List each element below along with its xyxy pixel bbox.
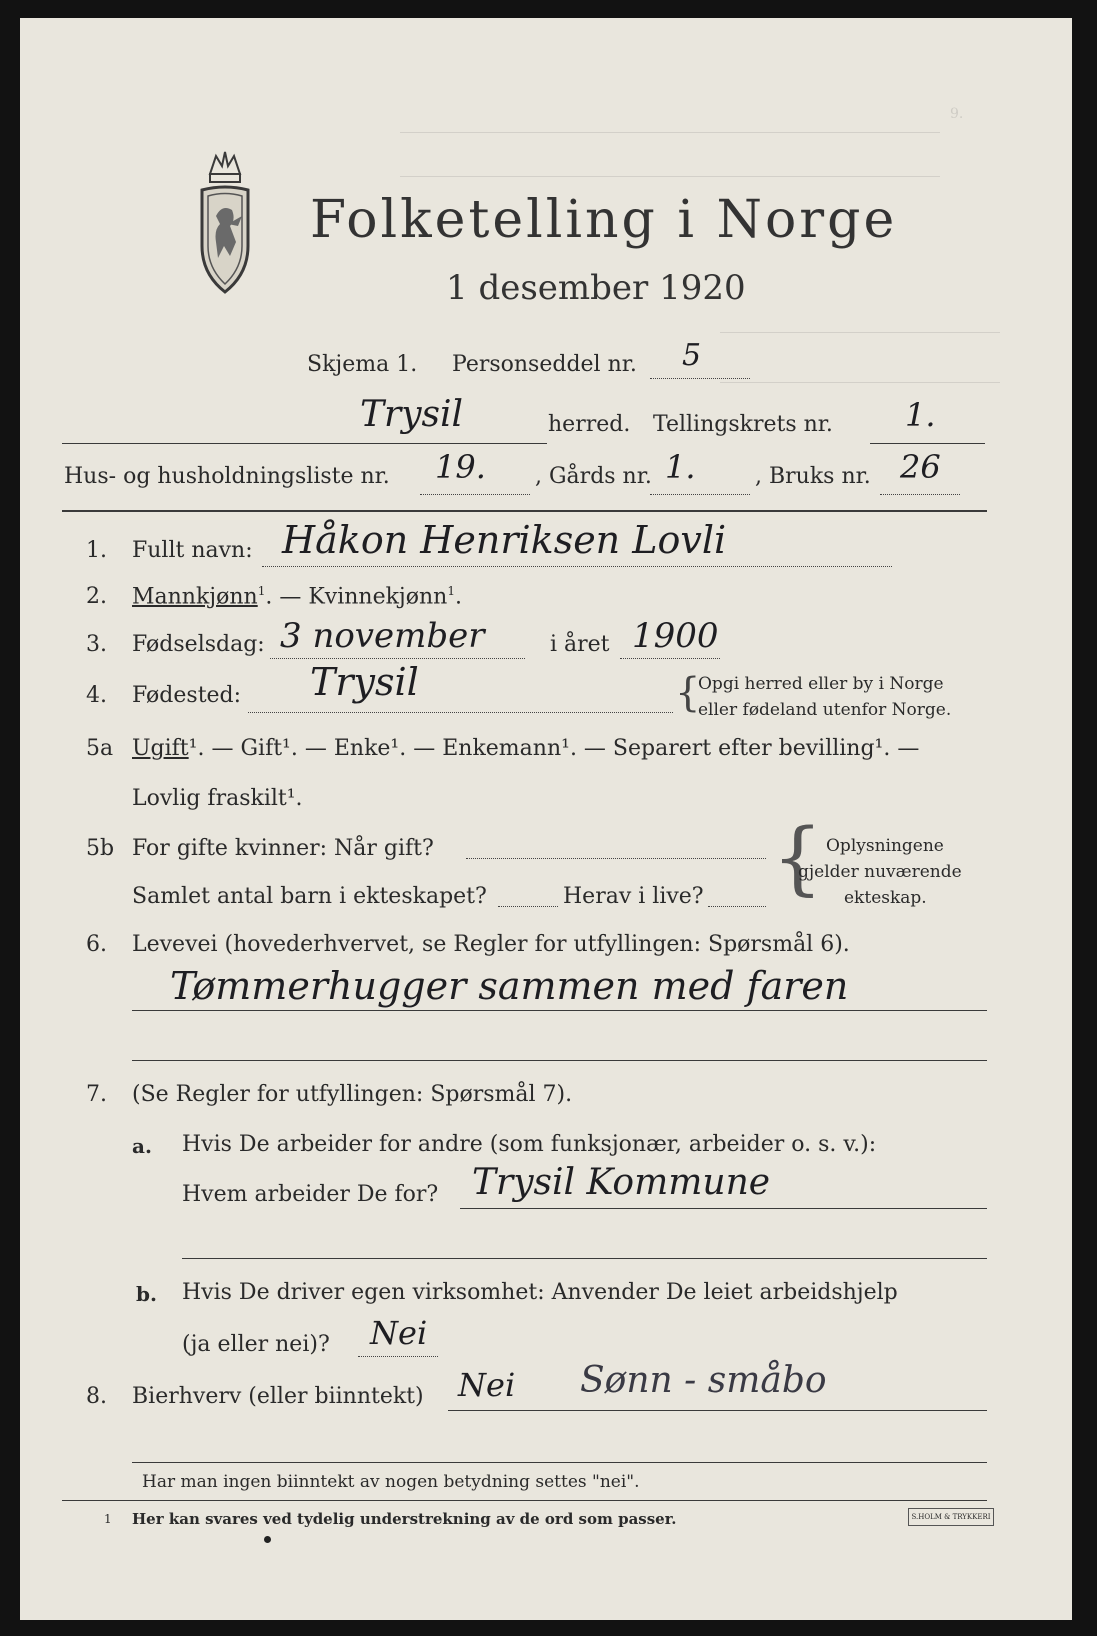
q6-field-line	[132, 1010, 987, 1011]
bleed-through-line	[400, 162, 940, 177]
tellingskrets-field-line	[870, 443, 985, 444]
q5b-note-line3: ekteskap.	[844, 888, 927, 908]
footer-note: Har man ingen biinntekt av nogen betydning settes "nei".	[142, 1472, 640, 1492]
coat-of-arms-icon	[180, 146, 270, 298]
q5b-children-label: Samlet antal barn i ekteskapet?	[132, 884, 487, 909]
q7a-text: Hvis De arbeider for andre (som funksjonær, arbeider o. s. v.):	[182, 1132, 877, 1157]
q4-note-line1: Opgi herred eller by i Norge	[698, 674, 944, 694]
q7a-question: Hvem arbeider De for?	[182, 1182, 439, 1207]
q8-field-line-2	[132, 1462, 987, 1463]
q1-field-line	[262, 566, 892, 567]
q6-value: Tømmerhugger sammen med faren	[170, 964, 849, 1008]
gards-field-line	[650, 494, 750, 495]
q4-brace: {	[675, 670, 701, 716]
tellingskrets-label: Tellingskrets nr.	[653, 412, 833, 437]
q8-field-line	[448, 1410, 987, 1411]
q2-male-option: Mannkjønn	[132, 584, 258, 610]
herred-label: herred.	[548, 412, 631, 437]
q5b-alive-field-line	[708, 906, 766, 907]
q8-number: 8.	[86, 1384, 107, 1409]
personseddel-label: Personseddel nr.	[452, 352, 637, 377]
tellingskrets-value: 1.	[905, 396, 936, 434]
ink-dot	[264, 1536, 271, 1543]
q3-label: Fødselsdag:	[132, 632, 265, 657]
q2-options	[132, 584, 462, 609]
bruks-field-line	[880, 494, 960, 495]
q2-separator: . —	[265, 584, 309, 610]
herred-field-line	[62, 443, 547, 444]
q5a-lovlig-fraskilt: Lovlig fraskilt¹.	[132, 786, 303, 811]
q5b-married-field-line	[466, 858, 766, 859]
bruks-label: , Bruks nr.	[755, 464, 871, 489]
q5a-number: 5a	[86, 736, 114, 761]
q4-field-line	[248, 712, 673, 713]
q7b-field-line	[358, 1356, 438, 1357]
q7b-number: b.	[136, 1282, 157, 1306]
census-date: 1 desember 1920	[446, 268, 746, 308]
q2-footnote-mark: 1	[447, 584, 455, 598]
q7a-value: Trysil Kommune	[472, 1162, 771, 1203]
q7-label: (Se Regler for utfyllingen: Spørsmål 7).	[132, 1082, 573, 1107]
q1-label: Fullt navn:	[132, 538, 253, 563]
q7b-value: Nei	[370, 1314, 428, 1352]
husholdningsliste-field-line	[420, 494, 530, 495]
q4-label: Fødested:	[132, 683, 242, 708]
q5b-children-field-line	[498, 906, 558, 907]
q5a-other-options: ¹. — Gift¹. — Enke¹. — Enkemann¹. — Separert efter bevilling¹. —	[188, 736, 920, 761]
q2-number: 2.	[86, 584, 107, 609]
bleed-through-line	[720, 318, 1000, 333]
q2-footnote-mark: 1	[257, 584, 266, 598]
q5b-married-label: For gifte kvinner: Når gift?	[132, 836, 434, 861]
bleed-through-line	[720, 368, 1000, 383]
q1-value: Håkon Henriksen Lovli	[282, 518, 727, 562]
q5a-ugift-option: Ugift	[132, 736, 189, 761]
q3-field-line	[270, 658, 525, 659]
q7a-field-line	[460, 1208, 987, 1209]
census-form-page	[20, 18, 1072, 1620]
q5b-note-line1: Oplysningene	[826, 836, 944, 856]
q7b-text: Hvis De driver egen virksomhet: Anvender De leiet arbeidshjelp	[182, 1280, 898, 1305]
bleed-through-text: 9.	[950, 106, 964, 122]
q8-value-2: Sønn - småbo	[580, 1360, 827, 1401]
form-title: Folketelling i Norge	[310, 190, 898, 250]
q3-year-value: 1900	[632, 616, 719, 656]
footer-divider	[62, 1500, 987, 1501]
footnote-number: 1	[104, 1512, 112, 1526]
q7a-number: a.	[132, 1134, 152, 1158]
q7-number: 7.	[86, 1082, 107, 1107]
husholdningsliste-label: Hus- og husholdningsliste nr.	[64, 464, 390, 489]
personseddel-field-line	[650, 378, 750, 379]
q8-label: Bierhverv (eller biinntekt)	[132, 1384, 424, 1409]
bleed-through-line	[400, 118, 940, 133]
footnote-text: Her kan svares ved tydelig understrekning av de ord som passer.	[132, 1510, 677, 1528]
personseddel-value: 5	[682, 338, 702, 373]
q5b-brace: {	[772, 811, 823, 904]
q4-value: Trysil	[310, 660, 419, 704]
q4-note-line2: eller fødeland utenfor Norge.	[698, 700, 952, 720]
q7b-question: (ja eller nei)?	[182, 1332, 330, 1357]
q6-number: 6.	[86, 932, 107, 957]
q6-label: Levevei (hovederhvervet, se Regler for utfyllingen: Spørsmål 6).	[132, 932, 850, 957]
q6-field-line-2	[132, 1060, 987, 1061]
husholdningsliste-value: 19.	[435, 448, 486, 486]
skjema-label: Skjema 1.	[307, 352, 418, 377]
q5b-note-line2: gjelder nuværende	[798, 862, 962, 882]
q3-year-label: i året	[550, 632, 610, 657]
bruks-value: 26	[900, 448, 941, 486]
section-divider	[62, 510, 987, 512]
q5a-options	[132, 736, 919, 761]
q2-female-option: Kvinnekjønn	[308, 584, 448, 610]
gards-value: 1.	[665, 448, 696, 486]
q3-value: 3 november	[280, 616, 485, 656]
q3-number: 3.	[86, 632, 107, 657]
gards-label: , Gårds nr.	[535, 464, 652, 489]
q1-number: 1.	[86, 538, 107, 563]
q4-number: 4.	[86, 683, 107, 708]
q8-value-1: Nei	[458, 1366, 516, 1404]
herred-value: Trysil	[360, 394, 464, 435]
q5b-alive-label: Herav i live?	[563, 884, 704, 909]
printer-stamp: S.HOLM & TRYKKERI	[908, 1508, 994, 1526]
q5b-number: 5b	[86, 836, 115, 861]
q7a-field-line-2	[182, 1258, 987, 1259]
q3-year-field-line	[620, 658, 720, 659]
q2-end: .	[454, 584, 462, 610]
